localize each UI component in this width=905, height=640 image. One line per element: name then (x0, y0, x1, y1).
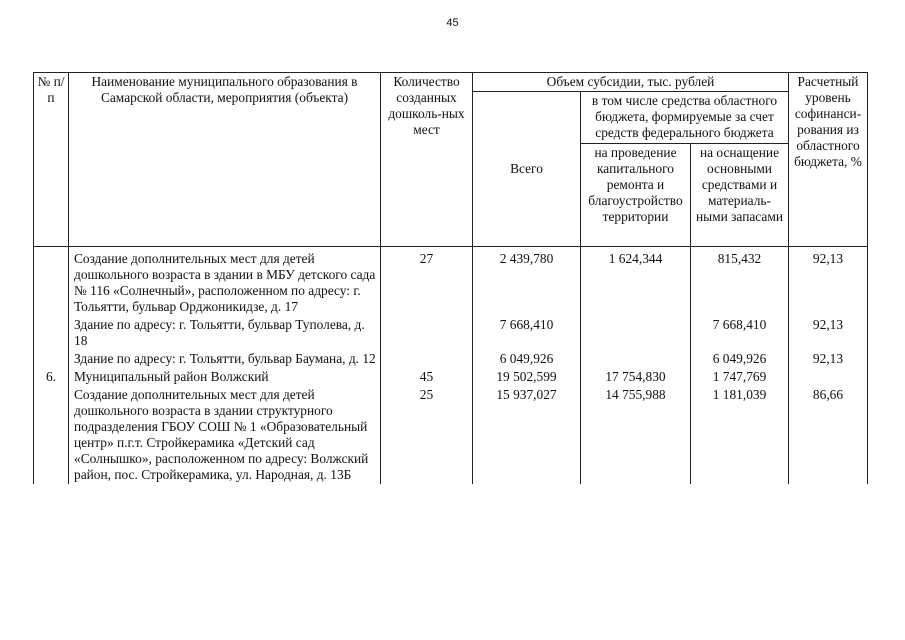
row-places (381, 316, 473, 350)
table-row (34, 316, 868, 350)
row-places (381, 350, 473, 368)
header-places: Количество созданных дошколь-ных мест (381, 73, 473, 247)
row-equipment: 1 747,769 (691, 368, 789, 386)
page-number: 45 (446, 17, 459, 29)
row-name: Здание по адресу: г. Тольятти, бульвар Баумана, д. 12 (69, 350, 381, 368)
header-repair: на проведение капитального ремонта и благоустройство территории (581, 144, 691, 247)
subsidy-table (33, 72, 868, 484)
header-name: Наименование муниципального образования в Самарской области, мероприятия (объекта) (69, 73, 381, 247)
row-equipment: 1 181,039 (691, 386, 789, 484)
row-places: 27 (381, 247, 473, 317)
header-equipment: на оснащение основными средствами и материаль-ными запасами (691, 144, 789, 247)
row-total: 19 502,599 (473, 368, 581, 386)
header-including: в том числе средства областного бюджета, формируемые за счет средств федерального бюджета (581, 92, 789, 144)
row-num (34, 316, 69, 350)
row-cofinancing: 92,13 (789, 316, 868, 350)
table-row (34, 247, 868, 317)
row-name: Муниципальный район Волжский (69, 368, 381, 386)
row-repair: 17 754,830 (581, 368, 691, 386)
row-num (34, 247, 69, 317)
header-total: Всего (473, 92, 581, 247)
row-places: 25 (381, 386, 473, 484)
row-equipment: 6 049,926 (691, 350, 789, 368)
row-cofinancing: 92,13 (789, 350, 868, 368)
header-cofinancing: Расчетный уровень софинанси-рования из областного бюджета, % (789, 73, 868, 247)
row-total: 7 668,410 (473, 316, 581, 350)
row-name: Здание по адресу: г. Тольятти, бульвар Туполева, д. 18 (69, 316, 381, 350)
table-row (34, 386, 868, 484)
row-num: 6. (34, 368, 69, 386)
row-num (34, 350, 69, 368)
header-num: № п/п (34, 73, 69, 247)
row-total: 2 439,780 (473, 247, 581, 317)
row-total: 6 049,926 (473, 350, 581, 368)
row-repair: 14 755,988 (581, 386, 691, 484)
row-name: Создание дополнительных мест для детей дошкольного возраста в здании в МБУ детского сада № 116 «Солнечный», расположенном по адресу: г. Тольятти, бульвар Орджоникидзе, д. 17 (69, 247, 381, 317)
table-row (34, 350, 868, 368)
row-repair (581, 350, 691, 368)
row-cofinancing: 86,66 (789, 386, 868, 484)
row-places: 45 (381, 368, 473, 386)
row-name: Создание дополнительных мест для детей дошкольного возраста в здании структурного подразделения ГБОУ СОШ № 1 «Образовательный центр» п.г.т. Стройкерамика «Детский сад «Солнышко», расположенном по адресу: Волжский район, пос. Стройкерамика, ул. Народная, д. 13Б (69, 386, 381, 484)
row-equipment: 815,432 (691, 247, 789, 317)
row-repair (581, 316, 691, 350)
header-subsidy-group: Объем субсидии, тыс. рублей (473, 73, 789, 92)
row-repair: 1 624,344 (581, 247, 691, 317)
table-row (34, 368, 868, 386)
row-num (34, 386, 69, 484)
row-total: 15 937,027 (473, 386, 581, 484)
row-equipment: 7 668,410 (691, 316, 789, 350)
row-cofinancing (789, 368, 868, 386)
row-cofinancing: 92,13 (789, 247, 868, 317)
